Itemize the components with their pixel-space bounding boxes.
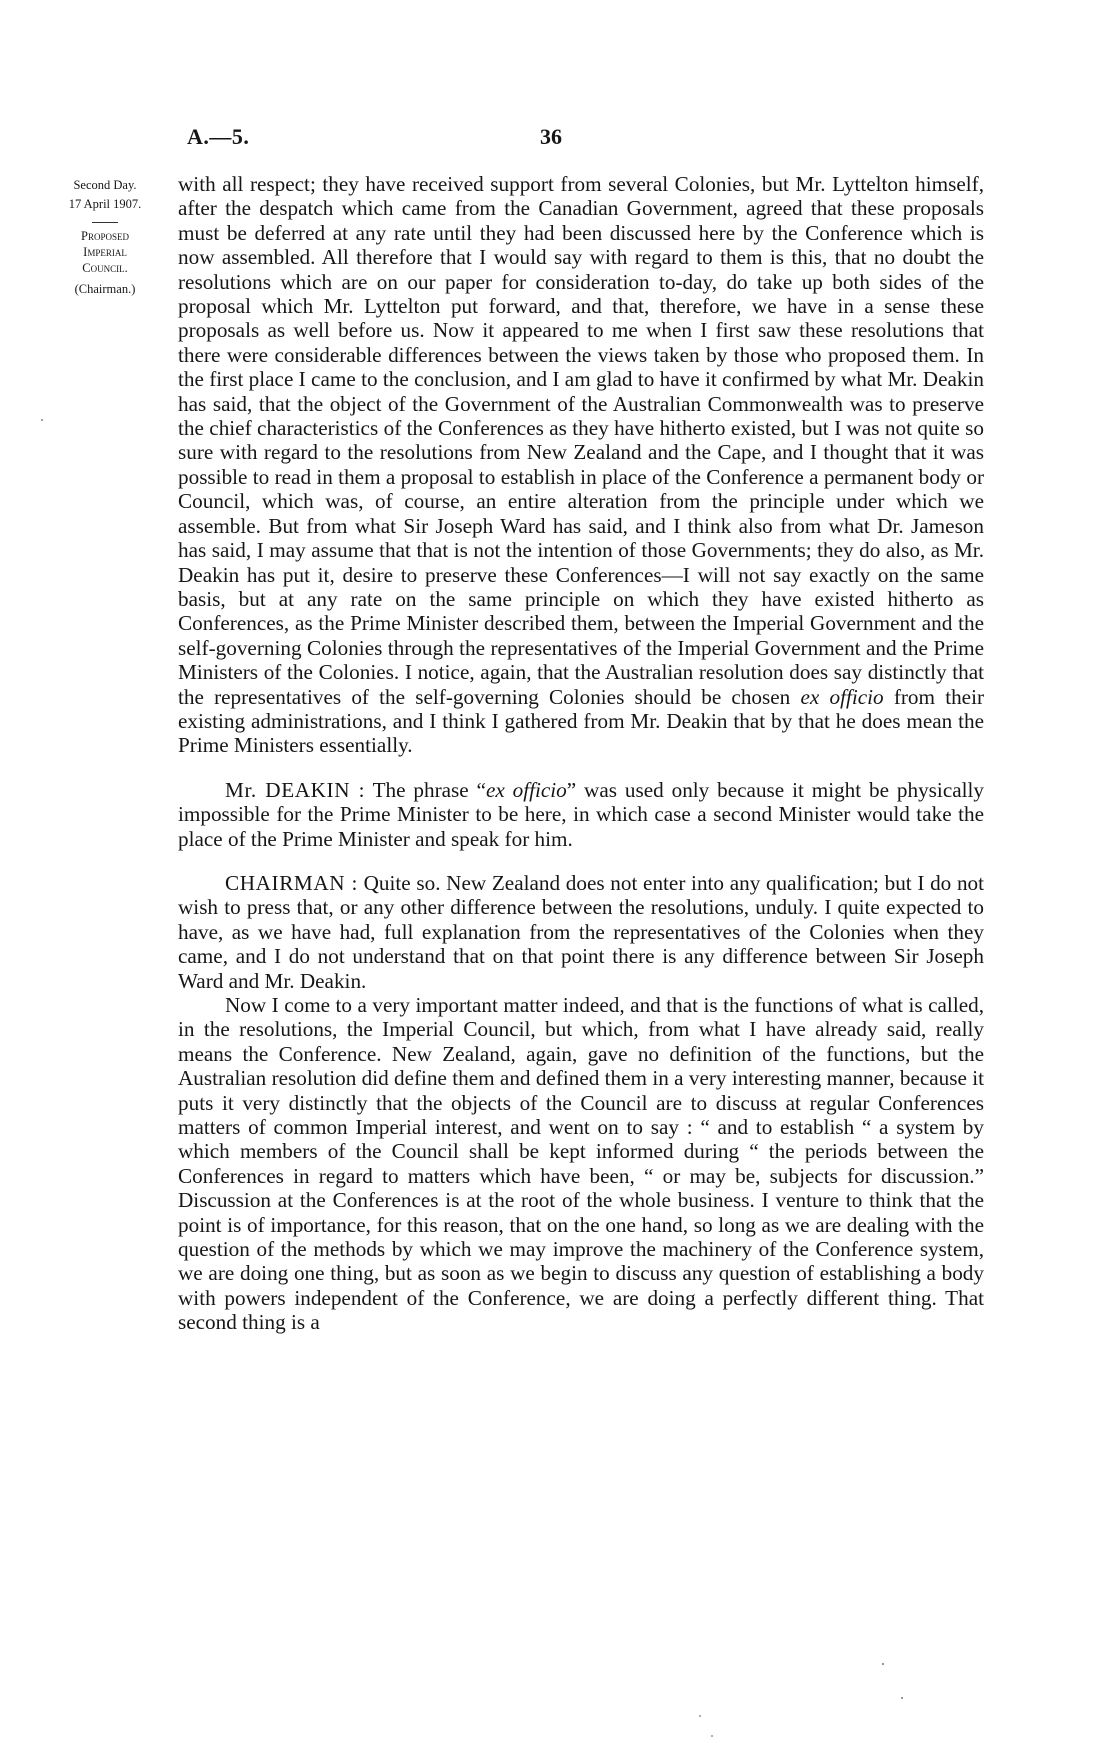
margin-divider: [92, 222, 118, 223]
paragraph-2-text-b: ” was used only because it might be physically impossible for the Prime Minister to be here, in which case a second Minister would take the place of the Prime Minister and speak for him.: [178, 777, 984, 851]
margin-topic-line-3: Council.: [82, 261, 128, 275]
margin-speaker: (Chairman.): [74, 282, 136, 296]
page-number: 36: [540, 124, 562, 149]
paragraph-3-text: Quite so. New Zealand does not enter into any qualification; but I do not wish to press that, or any other difference between the resolutions, unduly. I quite expected to have, as we have had, full explanation from the representatives of the Colonies when they came, and I do not understand that on that point there is any difference between Sir Joseph Ward and Mr. Deakin.: [178, 870, 985, 993]
paragraph-functions: [178, 993, 984, 1335]
paragraph-4-text: Now I come to a very important matter indeed, and that is the functions of what is called, in the resolutions, the Imperial Council, but which, from what I have already said, really means the Conference. New Zealand, again, gave no definition of the functions, but the Australian resolution did define them and defined them in a very interesting manner, because it puts it very distinctly that the objects of the Council are to discuss at regular Conferences matters of common Imperial interest, and went on to say : “ and to establish “ a system by which members of the Council shall be kept informed during “ the periods between the Conferences in regard to matters which have been, “ or may be, subjects for discussion.” Discussion at the Conferences is at the root of the whole business. I venture to think that the point is of importance, for this reason, that on the one hand, so long as we are dealing with the question of the methods by which we may improve the machinery of the Conference system, we are doing one thing, but as soon as we begin to discuss any question of establishing a body with powers independent of the Conference, we are doing a perfectly different thing. That second thing is a: [178, 993, 984, 1335]
paragraph-chairman: [178, 871, 984, 993]
paragraph-1-text: with all respect; they have received support from several Colonies, but Mr. Lyttelton himself, after the despatch which came from the Canadian Government, agreed that these proposals must be deferred at any rate until they had been discussed here by the Conference which is now assembled. All therefore that I would say with regard to them is this, that no doubt the resolutions which are on our paper for consideration to-day, do take up both sides of the proposal which Mr. Lyttelton put forward, and that, therefore, we have in a sense these proposals as well before us. Now it appeared to me when I first saw these resolutions that there were considerable differences between the views taken by those who proposed them. In the first place I came to the conclusion, and I am glad to have it confirmed by what Mr. Deakin has said, that the object of the Government of the Australian Commonwealth was to preserve the chief characteristics of the Conferences as they have hitherto existed, but I was not quite so sure with regard to the resolutions from New Zealand and the Cape, and I thought that it was possible to read in them a proposal to establish in place of the Conference a permanent body or Council, which was, of course, an entire alteration from the principle under which we assemble. But from what Sir Joseph Ward has said, and I think also from what Dr. Jameson has said, I may assume that that is not the intention of those Governments; they do also, as Mr. Deakin has put it, desire to preserve these Conferences—I will not say exactly on the same basis, but at any rate on the same principle on which they have existed hitherto as Conferences, as the Prime Minister described them, between the Imperial Government and the self-governing Colonies through the representatives of the Imperial Government and the Prime Ministers of the Colonies. I notice, again, that the Australian resolution does say distinctly that the representatives of the self-governing Colonies should be chosen: [178, 172, 984, 709]
document-reference: A.—5.: [187, 124, 250, 149]
paragraph-2-text-a: The phrase “: [372, 777, 486, 802]
margin-day: Second Day.: [73, 178, 137, 192]
body-text: [178, 172, 984, 1335]
paragraph-continuation: [178, 172, 984, 758]
paragraph-1-end: from their existing administrations, and I think I gathered from Mr. Deakin that by that he does mean the Prime Ministers essentially.: [178, 684, 985, 758]
speaker-chairman: CHAIRMAN :: [225, 870, 358, 895]
paragraph-1-italic: ex officio: [800, 684, 884, 709]
margin-note: [36, 176, 174, 299]
paragraph-2-italic: ex officio: [485, 777, 567, 802]
margin-topic-line-1: Proposed: [81, 229, 129, 243]
speaker-deakin: Mr. DEAKIN :: [225, 777, 366, 802]
margin-date: 17 April 1907.: [68, 197, 142, 211]
paragraph-deakin: [178, 778, 984, 851]
margin-topic-line-2: Imperial: [83, 245, 127, 259]
